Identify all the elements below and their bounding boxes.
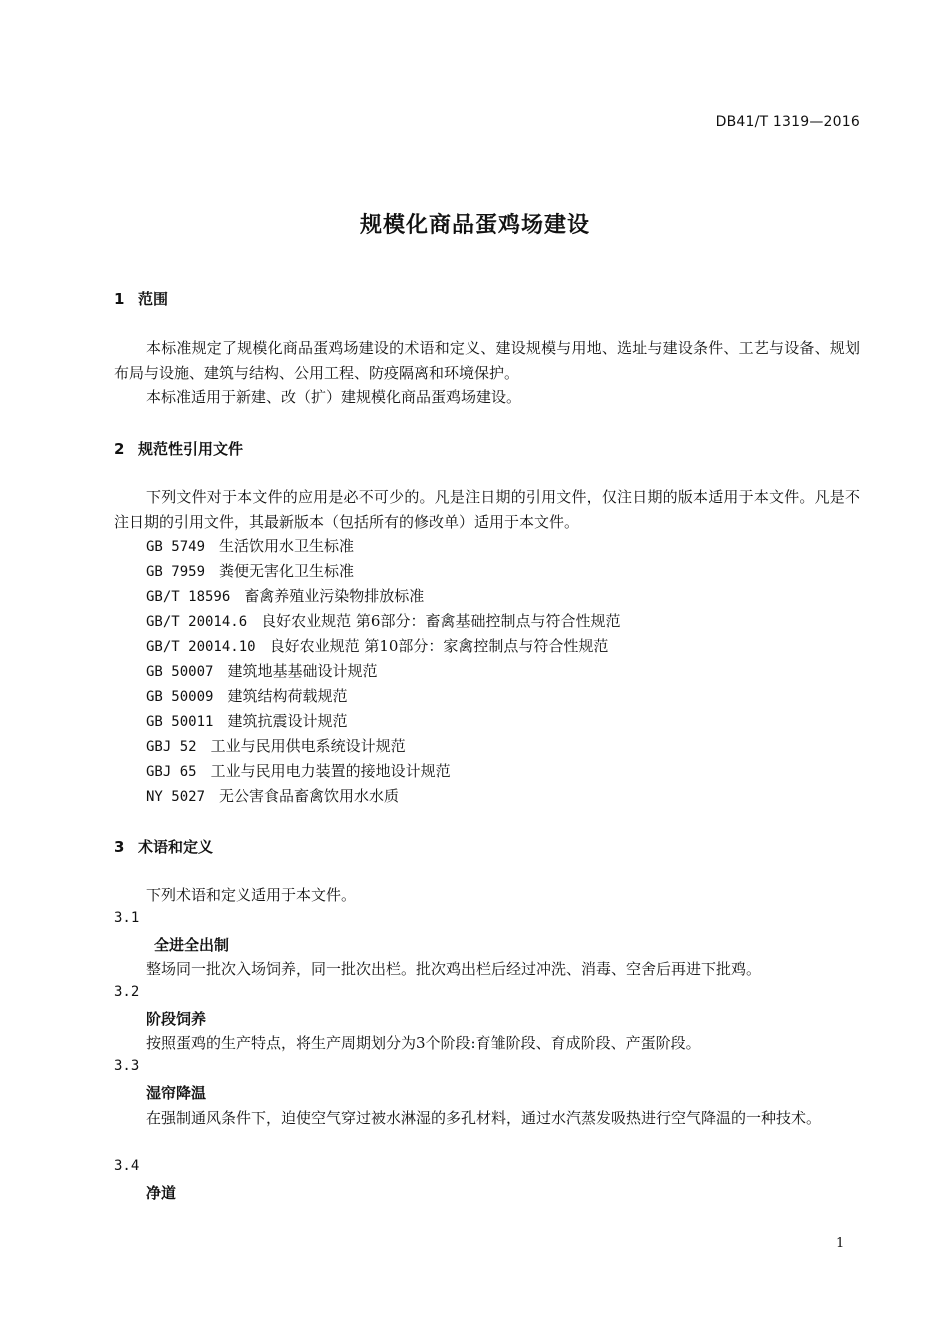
page-number: 1	[836, 1236, 845, 1251]
standard-code: DB41/T 1319—2016	[715, 114, 860, 130]
section-title: 范围	[138, 290, 169, 308]
section-2-paragraph-1: 下列文件对于本文件的应用是必不可少的。凡是注日期的引用文件，仅注日期的版本适用于本文件。凡是不注日期的引用文件，其最新版本（包括所有的修改单）适用于本文件。	[114, 488, 860, 531]
reference-item	[146, 660, 377, 681]
section-3-intro: 下列术语和定义适用于本文件。	[146, 886, 357, 904]
reference-title: 建筑地基基础设计规范	[227, 662, 378, 680]
section-2-heading	[114, 438, 243, 459]
reference-title: 畜禽养殖业污染物排放标准	[244, 587, 425, 605]
reference-code: GB 7959	[146, 564, 206, 580]
reference-title: 建筑结构荷载规范	[227, 687, 348, 705]
reference-title: 生活饮用水卫生标准	[219, 537, 355, 555]
term-title: 阶段饲养	[146, 1010, 207, 1028]
reference-item	[146, 785, 399, 806]
section-title: 术语和定义	[138, 838, 214, 856]
reference-code: GB 50011	[146, 714, 214, 730]
reference-item	[146, 610, 620, 631]
clause-number: 3.4	[114, 1158, 140, 1174]
term-definition: 在强制通风条件下，迫使空气穿过被水淋湿的多孔材料，通过水汽蒸发吸热进行空气降温的一种技术。	[146, 1109, 822, 1127]
section-1-paragraph-2: 本标准适用于新建、改（扩）建规模化商品蛋鸡场建设。	[146, 388, 522, 406]
section-3-heading	[114, 836, 213, 857]
section-title: 规范性引用文件	[138, 440, 244, 458]
reference-item	[146, 535, 354, 556]
reference-item	[146, 735, 406, 756]
reference-code: GBJ 52	[146, 739, 197, 755]
reference-title: 工业与民用电力装置的接地设计规范	[210, 762, 451, 780]
section-number: 2	[114, 440, 125, 458]
reference-item	[146, 585, 424, 606]
reference-code: GB/T 20014.10	[146, 639, 256, 655]
clause-number: 3.2	[114, 984, 140, 1000]
reference-item	[146, 685, 347, 706]
reference-item	[146, 760, 451, 781]
reference-title: 良好农业规范 第10部分：家禽控制点与符合性规范	[269, 637, 609, 655]
reference-code: GB 50007	[146, 664, 214, 680]
reference-title: 建筑抗震设计规范	[227, 712, 348, 730]
reference-item	[146, 710, 347, 731]
reference-code: GB/T 20014.6	[146, 614, 248, 630]
section-1-paragraph-1: 本标准规定了规模化商品蛋鸡场建设的术语和定义、建设规模与用地、选址与建设条件、工艺与设备、规划布局与设施、建筑与结构、公用工程、防疫隔离和环境保护。	[114, 339, 860, 382]
reference-code: GB/T 18596	[146, 589, 231, 605]
reference-code: GB 5749	[146, 539, 206, 555]
clause-number: 3.3	[114, 1058, 140, 1074]
section-number: 3	[114, 838, 125, 856]
reference-title: 无公害食品畜禽饮用水水质	[219, 787, 400, 805]
term-definition: 整场同一批次入场饲养，同一批次出栏。批次鸡出栏后经过冲洗、消毒、空舍后再进下批鸡。	[146, 960, 762, 978]
reference-title: 工业与民用供电系统设计规范	[210, 737, 406, 755]
reference-title: 粪便无害化卫生标准	[219, 562, 355, 580]
reference-code: GBJ 65	[146, 764, 197, 780]
reference-code: NY 5027	[146, 789, 206, 805]
section-number: 1	[114, 290, 125, 308]
reference-item	[146, 560, 354, 581]
clause-number: 3.1	[114, 910, 140, 926]
term-definition: 按照蛋鸡的生产特点，将生产周期划分为3个阶段:育雏阶段、育成阶段、产蛋阶段。	[146, 1034, 701, 1052]
term-title: 全进全出制	[154, 936, 230, 954]
document-title: 规模化商品蛋鸡场建设	[359, 213, 590, 238]
term-title: 净道	[146, 1184, 177, 1202]
reference-code: GB 50009	[146, 689, 214, 705]
section-1-heading	[114, 288, 168, 309]
reference-item	[146, 635, 608, 656]
reference-title: 良好农业规范 第6部分：畜禽基础控制点与符合性规范	[261, 612, 621, 630]
term-title: 湿帘降温	[146, 1084, 207, 1102]
